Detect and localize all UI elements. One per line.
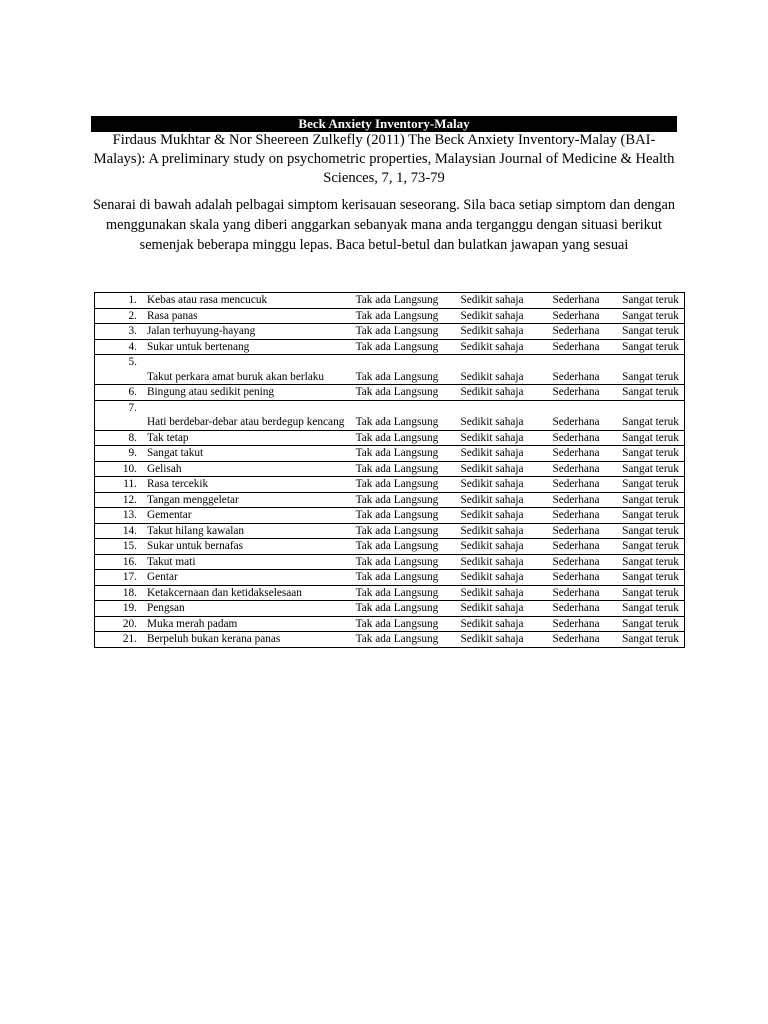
table-row [95, 601, 685, 617]
option-none[interactable]: Tak ada Langsung [345, 385, 449, 401]
option-severe[interactable]: Sangat teruk [617, 554, 685, 570]
symptom-text: Sukar untuk bernafas [147, 540, 243, 552]
option-mild[interactable]: Sedikit sahaja [449, 293, 535, 309]
item-number: 13. [95, 508, 148, 524]
option-severe[interactable]: Sangat teruk [617, 570, 685, 586]
option-moderate[interactable]: Sederhana [535, 554, 617, 570]
symptom-text: Pengsan [147, 602, 185, 614]
option-mild[interactable]: Sedikit sahaja [449, 554, 535, 570]
item-number-text: 7. [128, 401, 137, 414]
option-severe[interactable]: Sangat teruk [617, 523, 685, 539]
symptom-label [147, 293, 345, 309]
symptom-text: Rasa panas [147, 309, 198, 322]
table-row [95, 400, 685, 430]
symptom-text: Rasa tercekik [147, 478, 209, 490]
table-row [95, 477, 685, 493]
item-number: 18. [95, 585, 148, 601]
option-moderate[interactable]: Sederhana [535, 308, 617, 324]
option-moderate[interactable]: Sederhana [535, 400, 617, 430]
table-row [95, 461, 685, 477]
symptom-label [147, 355, 345, 385]
item-number: 15. [95, 539, 148, 555]
option-none[interactable]: Tak ada Langsung [345, 508, 449, 524]
option-none[interactable]: Tak ada Langsung [345, 446, 449, 462]
symptom-label [147, 477, 345, 493]
option-moderate[interactable]: Sederhana [535, 508, 617, 524]
option-mild[interactable]: Sedikit sahaja [449, 616, 535, 632]
symptom-label [147, 446, 345, 462]
option-none[interactable]: Tak ada Langsung [345, 632, 449, 648]
option-mild[interactable]: Sedikit sahaja [449, 508, 535, 524]
symptom-label [147, 523, 345, 539]
option-severe[interactable]: Sangat teruk [617, 400, 685, 430]
option-mild[interactable]: Sedikit sahaja [449, 570, 535, 586]
item-number: 2. [95, 308, 148, 324]
table-row [95, 339, 685, 355]
option-none[interactable]: Tak ada Langsung [345, 355, 449, 385]
symptom-label [147, 632, 345, 648]
table-row [95, 492, 685, 508]
symptom-label [147, 385, 345, 401]
item-number-text: 5. [128, 356, 137, 368]
option-severe[interactable]: Sangat teruk [617, 616, 685, 632]
symptom-label [147, 461, 345, 477]
option-severe[interactable]: Sangat teruk [617, 324, 685, 340]
symptom-label [147, 492, 345, 508]
option-none[interactable]: Tak ada Langsung [345, 554, 449, 570]
symptom-text: Takut hilang kawalan [147, 524, 245, 537]
table-row [95, 570, 685, 586]
item-number [95, 400, 148, 430]
item-number: 16. [95, 554, 148, 570]
option-severe[interactable]: Sangat teruk [617, 585, 685, 601]
option-mild[interactable]: Sedikit sahaja [449, 400, 535, 430]
symptom-text: Sangat takut [147, 447, 204, 459]
option-none[interactable]: Tak ada Langsung [345, 324, 449, 340]
symptom-label [147, 601, 345, 617]
option-mild[interactable]: Sedikit sahaja [449, 461, 535, 477]
option-severe[interactable]: Sangat teruk [617, 461, 685, 477]
option-moderate[interactable]: Sederhana [535, 461, 617, 477]
item-number: 11. [95, 477, 148, 493]
option-moderate[interactable]: Sederhana [535, 339, 617, 355]
option-mild[interactable]: Sedikit sahaja [449, 324, 535, 340]
option-moderate[interactable]: Sederhana [535, 632, 617, 648]
option-severe[interactable]: Sangat teruk [617, 430, 685, 446]
symptom-label [147, 339, 345, 355]
document-title: Beck Anxiety Inventory-Malay [91, 116, 677, 132]
table-row [95, 508, 685, 524]
option-moderate[interactable]: Sederhana [535, 385, 617, 401]
symptom-text: Gementar [147, 509, 192, 521]
symptom-table [94, 292, 685, 648]
option-moderate[interactable]: Sederhana [535, 601, 617, 617]
option-none[interactable]: Tak ada Langsung [345, 601, 449, 617]
table-row [95, 539, 685, 555]
option-moderate[interactable]: Sederhana [535, 430, 617, 446]
symptom-text: Takut perkara amat buruk akan berlaku [147, 370, 325, 383]
symptom-text: Takut mati [147, 555, 196, 568]
table-row [95, 324, 685, 340]
option-moderate[interactable]: Sederhana [535, 293, 617, 309]
option-none[interactable]: Tak ada Langsung [345, 616, 449, 632]
option-severe[interactable]: Sangat teruk [617, 539, 685, 555]
option-none[interactable]: Tak ada Langsung [345, 461, 449, 477]
option-moderate[interactable]: Sederhana [535, 570, 617, 586]
table-row [95, 585, 685, 601]
option-none[interactable]: Tak ada Langsung [345, 523, 449, 539]
table-row [95, 385, 685, 401]
instructions: Senarai di bawah adalah pelbagai simptom kerisauan seseorang. Sila baca setiap simptom dan dengan menggunakan skala yang diberi anggarkan sebanyak mana anda terganggu dengan situasi berikut semenjak beberapa minggu lepas. Baca betul-betul dan bulatkan jawapan yang sesuai [92, 197, 676, 253]
option-none[interactable]: Tak ada Langsung [345, 293, 449, 309]
symptom-text: Tangan menggeletar [147, 493, 239, 506]
option-none[interactable]: Tak ada Langsung [345, 430, 449, 446]
item-number: 3. [95, 324, 148, 340]
option-mild[interactable]: Sedikit sahaja [449, 585, 535, 601]
symptom-text: Berpeluh bukan kerana panas [147, 633, 281, 645]
option-moderate[interactable]: Sederhana [535, 477, 617, 493]
option-mild[interactable]: Sedikit sahaja [449, 523, 535, 539]
option-severe[interactable]: Sangat teruk [617, 308, 685, 324]
option-none[interactable]: Tak ada Langsung [345, 570, 449, 586]
item-number: 1. [95, 293, 148, 309]
option-mild[interactable]: Sedikit sahaja [449, 430, 535, 446]
item-number: 21. [95, 632, 148, 648]
symptom-label [147, 585, 345, 601]
option-severe[interactable]: Sangat teruk [617, 477, 685, 493]
option-mild[interactable]: Sedikit sahaja [449, 355, 535, 385]
item-number [95, 355, 148, 385]
symptom-text: Bingung atau sedikit pening [147, 386, 275, 398]
symptom-text: Gentar [147, 571, 178, 583]
item-number: 9. [95, 446, 148, 462]
item-number: 10. [95, 461, 148, 477]
option-mild[interactable]: Sedikit sahaja [449, 539, 535, 555]
item-number: 12. [95, 492, 148, 508]
option-moderate[interactable]: Sederhana [535, 492, 617, 508]
symptom-label [147, 554, 345, 570]
option-mild[interactable]: Sedikit sahaja [449, 601, 535, 617]
item-number: 6. [95, 385, 148, 401]
item-number: 17. [95, 570, 148, 586]
item-number: 19. [95, 601, 148, 617]
option-moderate[interactable]: Sederhana [535, 446, 617, 462]
option-none[interactable]: Tak ada Langsung [345, 339, 449, 355]
table-row [95, 632, 685, 648]
option-none[interactable]: Tak ada Langsung [345, 308, 449, 324]
table-row [95, 446, 685, 462]
option-severe[interactable]: Sangat teruk [617, 355, 685, 385]
option-severe[interactable]: Sangat teruk [617, 385, 685, 401]
item-number: 4. [95, 339, 148, 355]
option-mild[interactable]: Sedikit sahaja [449, 632, 535, 648]
symptom-text: Muka merah padam [147, 617, 238, 630]
symptom-text: Kebas atau rasa mencucuk [147, 294, 268, 306]
option-severe[interactable]: Sangat teruk [617, 632, 685, 648]
table-row [95, 616, 685, 632]
symptom-label [147, 400, 345, 430]
symptom-label [147, 570, 345, 586]
option-severe[interactable]: Sangat teruk [617, 339, 685, 355]
option-severe[interactable]: Sangat teruk [617, 446, 685, 462]
symptom-text: Hati berdebar-debar atau berdegup kencang [147, 416, 345, 428]
option-severe[interactable]: Sangat teruk [617, 508, 685, 524]
symptom-text: Gelisah [147, 462, 182, 475]
symptom-label [147, 324, 345, 340]
symptom-label [147, 508, 345, 524]
table-row [95, 554, 685, 570]
option-moderate[interactable]: Sederhana [535, 585, 617, 601]
option-none[interactable]: Tak ada Langsung [345, 492, 449, 508]
symptom-label [147, 539, 345, 555]
table-row [95, 308, 685, 324]
table-row [95, 355, 685, 385]
symptom-label [147, 430, 345, 446]
item-number: 8. [95, 430, 148, 446]
table-row [95, 523, 685, 539]
option-mild[interactable]: Sedikit sahaja [449, 492, 535, 508]
option-none[interactable]: Tak ada Langsung [345, 539, 449, 555]
option-mild[interactable]: Sedikit sahaja [449, 446, 535, 462]
option-severe[interactable]: Sangat teruk [617, 492, 685, 508]
item-number: 20. [95, 616, 148, 632]
option-none[interactable]: Tak ada Langsung [345, 477, 449, 493]
option-mild[interactable]: Sedikit sahaja [449, 477, 535, 493]
option-mild[interactable]: Sedikit sahaja [449, 385, 535, 401]
option-severe[interactable]: Sangat teruk [617, 601, 685, 617]
option-mild[interactable]: Sedikit sahaja [449, 339, 535, 355]
citation: Firdaus Mukhtar & Nor Sheereen Zulkefly (2011) The Beck Anxiety Inventory-Malay (BAI-Malays): A preliminary study on psychometric properties, Malaysian Journal of Medicine & Health Sciences, 7, 1, 73-79 [93, 132, 675, 186]
option-moderate[interactable]: Sederhana [535, 523, 617, 539]
symptom-text: Tak tetap [147, 431, 189, 444]
symptom-text: Sukar untuk bertenang [147, 340, 250, 353]
option-moderate[interactable]: Sederhana [535, 616, 617, 632]
option-mild[interactable]: Sedikit sahaja [449, 308, 535, 324]
option-severe[interactable]: Sangat teruk [617, 293, 685, 309]
item-number: 14. [95, 523, 148, 539]
option-moderate[interactable]: Sederhana [535, 324, 617, 340]
option-none[interactable]: Tak ada Langsung [345, 400, 449, 430]
option-moderate[interactable]: Sederhana [535, 355, 617, 385]
table-row [95, 293, 685, 309]
option-none[interactable]: Tak ada Langsung [345, 585, 449, 601]
table-row [95, 430, 685, 446]
symptom-label [147, 616, 345, 632]
symptom-label [147, 308, 345, 324]
option-moderate[interactable]: Sederhana [535, 539, 617, 555]
symptom-text: Ketakcernaan dan ketidakselesaan [147, 586, 302, 599]
symptom-text: Jalan terhuyung-hayang [147, 325, 256, 337]
